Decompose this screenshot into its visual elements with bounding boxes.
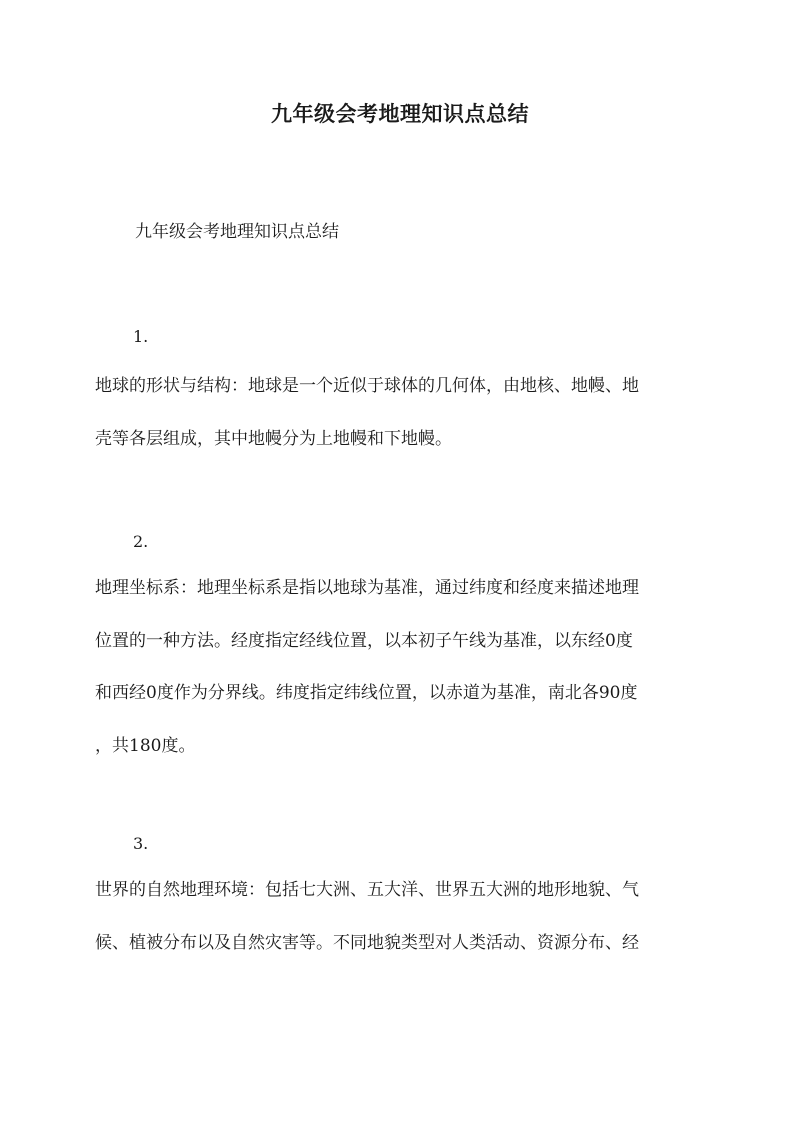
section-2-number: 2. (133, 532, 149, 551)
section-1-paragraph (95, 360, 715, 465)
section-2-line: 地理坐标系：地理坐标系是指以地球为基准，通过纬度和经度来描述地理 (95, 578, 639, 598)
document-subtitle: 九年级会考地理知识点总结 (135, 222, 339, 242)
document-title: 九年级会考地理知识点总结 (271, 101, 529, 126)
section-3-number: 3. (133, 834, 149, 853)
section-1-number: 1. (133, 327, 149, 346)
section-3-paragraph (95, 864, 715, 969)
section-2-paragraph (95, 562, 715, 772)
section-1-line: 壳等各层组成，其中地幔分为上地幔和下地幔。 (95, 428, 452, 449)
section-2-line: 和西经0度作为分界线。纬度指定纬线位置，以赤道为基准，南北各90度 (95, 683, 638, 703)
section-1-line: 地球的形状与结构：地球是一个近似于球体的几何体，由地核、地幔、地 (95, 376, 639, 396)
section-2-line: 位置的一种方法。经度指定经线位置，以本初子午线为基准，以东经0度 (95, 630, 633, 651)
section-3-line: 世界的自然地理环境：包括七大洲、五大洋、世界五大洲的地形地貌、气 (95, 880, 639, 900)
section-3-line: 候、植被分布以及自然灾害等。不同地貌类型对人类活动、资源分布、经 (95, 932, 639, 953)
section-2-line: ，共180度。 (95, 735, 196, 756)
